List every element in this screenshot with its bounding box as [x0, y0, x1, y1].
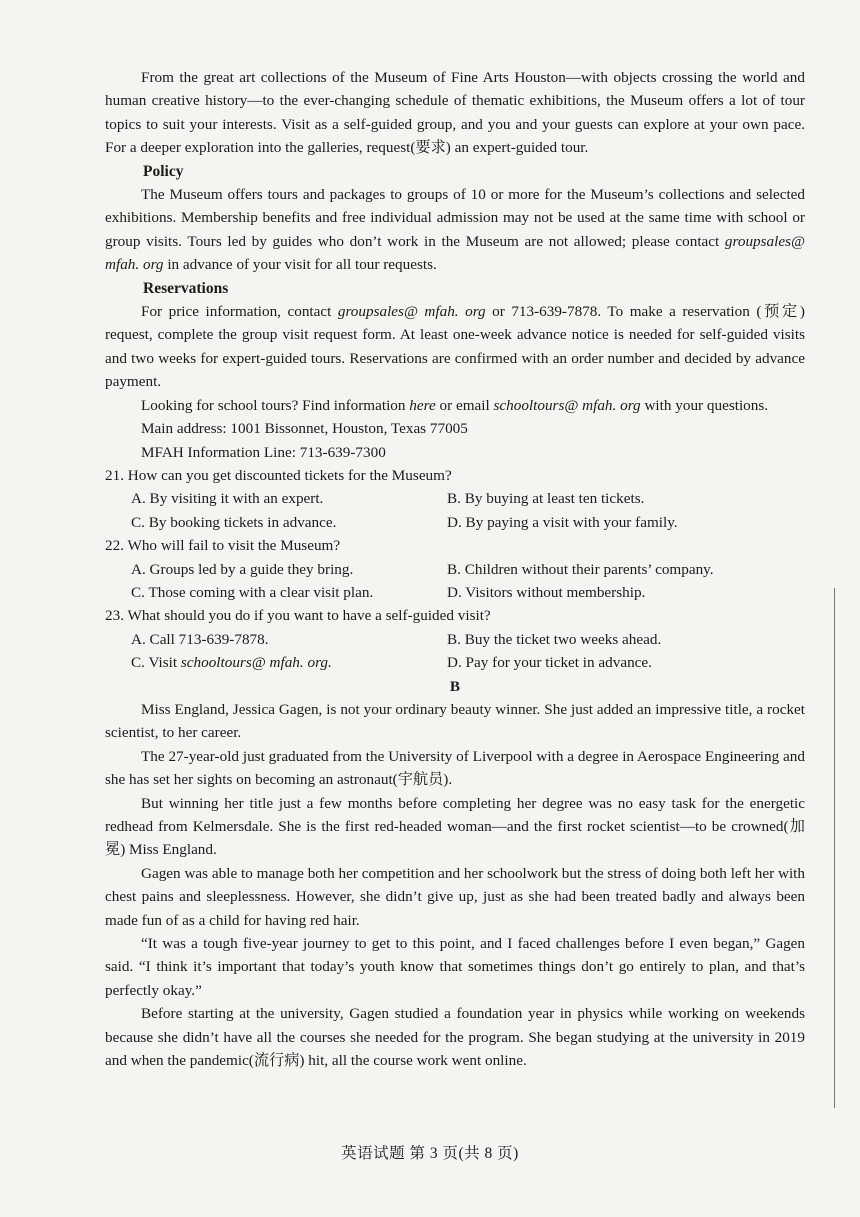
option-a: A. By visiting it with an expert.	[131, 490, 324, 508]
reservations-heading: Reservations	[143, 279, 229, 297]
passage-b-paragraph: Gagen was able to manage both her competition and her schoolwork but the stress of doing both left her with chest pains and sleeplessness. However, she didn’t give up, just as she had been treated badly and always been made fun of as a child for having red hair.	[105, 864, 805, 929]
reservations-text: For price information, contact	[141, 303, 338, 321]
option-d: D. Pay for your ticket in advance.	[447, 654, 652, 672]
policy-email: groupsales@ mfah. org	[105, 232, 805, 274]
policy-heading: Policy	[143, 162, 184, 180]
passage-b-paragraph: “It was a tough five-year journey to get to this point, and I faced challenges before I even began,” Gagen said. “I think it’s important that today’s youth know that sometimes things don’t go entirely to plan, and that’s perfectly okay.”	[105, 935, 805, 999]
passage-b-label: B	[449, 677, 461, 695]
page-content	[105, 66, 805, 1072]
reservations-email: groupsales@ mfah. org	[337, 303, 486, 321]
reservations-paragraph	[105, 300, 805, 394]
option-c-email: schooltours@ mfah. org.	[180, 654, 332, 672]
option-c	[131, 651, 447, 674]
main-address: Main address: 1001 Bissonnet, Houston, Texas 77005	[141, 420, 468, 438]
options-row	[105, 628, 805, 651]
school-text: Looking for school tours? Find information	[141, 396, 410, 414]
intro-paragraph: From the great art collections of the Museum of Fine Arts Houston—with objects crossing the world and human creative history—to the ever-changing schedule of thematic exhibitions, the Museum offers a lot of tour topics to suit your interests. Visit as a self-guided group, and you and your guests can explore at your own pace. For a deeper exploration into the galleries, request(要求) an expert-guided tour.	[105, 69, 805, 157]
option-d: D. Visitors without membership.	[447, 583, 646, 601]
question-stem: 22. Who will fail to visit the Museum?	[105, 537, 341, 555]
school-tours-paragraph	[105, 394, 805, 417]
question-stem: 23. What should you do if you want to have a self-guided visit?	[105, 607, 491, 625]
option-b: B. Buy the ticket two weeks ahead.	[447, 630, 662, 648]
information-line: MFAH Information Line: 713-639-7300	[141, 443, 386, 461]
option-d: D. By paying a visit with your family.	[447, 513, 678, 531]
option-b: B. By buying at least ten tickets.	[447, 490, 645, 508]
passage-b-paragraph: Miss England, Jessica Gagen, is not your ordinary beauty winner. She just added an impressive title, a rocket scientist, to her career.	[105, 700, 805, 742]
school-text-mid: or email	[435, 396, 494, 414]
policy-text: The Museum offers tours and packages to groups of 10 or more for the Museum’s collections and selected exhibitions. Membership benefits and free individual admission may not be used at the same time with school or group visits. Tours led by guides who don’t work in the Museum are not allowed; please contact	[105, 186, 805, 250]
reservations-text-end: or 713-639-7878. To make a reservation (预定) request, complete the group visit request form. At least one-week advance notice is needed for self-guided visits and two weeks for expert-guided tours. Reservations are confirmed with an order number and decided by advance payment.	[105, 303, 805, 391]
option-c: C. Those coming with a clear visit plan.	[131, 583, 374, 601]
option-a: A. Call 713-639-7878.	[131, 630, 269, 648]
options-row	[105, 651, 805, 674]
question-stem: 21. How can you get discounted tickets for the Museum?	[105, 466, 452, 484]
policy-paragraph	[105, 183, 805, 277]
margin-rule	[834, 588, 835, 1108]
page-footer: 英语试题 第 3 页(共 8 页)	[341, 1145, 519, 1162]
options-row	[105, 581, 805, 604]
passage-b-paragraph: The 27-year-old just graduated from the University of Liverpool with a degree in Aerospace Engineering and she has set her sights on becoming an astronaut(宇航员).	[105, 747, 805, 789]
passage-b-paragraph: But winning her title just a few months before completing her degree was no easy task for the energetic redhead from Kelmersdale. She is the first red-headed woman—and the first rocket scientist—to be crowned(加冕) Miss England.	[105, 794, 805, 859]
option-c-text: C. Visit	[131, 654, 181, 672]
options-row	[105, 558, 805, 581]
option-c: C. By booking tickets in advance.	[131, 513, 337, 531]
passage-b-paragraph: Before starting at the university, Gagen studied a foundation year in physics while working on weekends because she didn’t have all the courses she needed for the program. She began studying at the university in 2019 and when the pandemic(流行病) hit, all the course work went online.	[105, 1005, 805, 1070]
options-row	[105, 487, 805, 510]
school-text-end: with your questions.	[640, 396, 769, 414]
school-email: schooltours@ mfah. org	[493, 396, 641, 414]
option-a: A. Groups led by a guide they bring.	[131, 560, 354, 578]
policy-text-end: in advance of your visit for all tour requests.	[163, 256, 437, 274]
here-link: here	[409, 396, 436, 414]
option-b: B. Children without their parents’ company.	[447, 560, 714, 578]
options-row	[105, 511, 805, 534]
